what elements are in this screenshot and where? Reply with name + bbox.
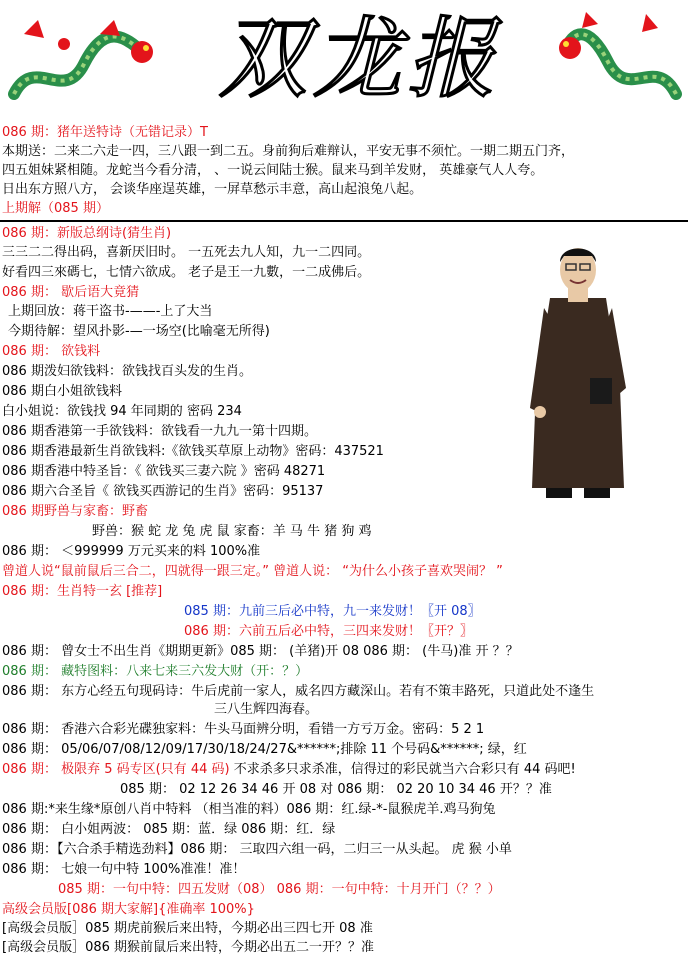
banner	[0, 0, 688, 122]
member-line: [高级会员版］085 期虎前猴后来出特，今期必出三四七开 08 准	[2, 921, 373, 936]
animal-types: 野兽：猴 蛇 龙 兔 虎 鼠 家畜：羊 马 牛 猪 狗 鸡	[92, 524, 372, 539]
member-line: [高级会员版］086 期猴前鼠后来出特，今期必出五二一开？？准	[2, 940, 375, 955]
section4-header: 086 期： 欲钱料	[2, 344, 101, 359]
prediction-085: 085 期：九前三后必中特，九一来发财！〖开 08〗	[184, 604, 481, 619]
quote-line: 曾道人说“鼠前鼠后三合二，四就得一跟三定。” 曾道人说： “为什么小孩子喜欢哭闹？ ”	[2, 564, 503, 579]
clue-line: 086 期： 香港六合彩光碟独家料：牛头马面辨分明，看错一方亏万金。密码：5 2 1	[2, 722, 485, 737]
clue-line: 086 期香港最新生肖欲钱料:《欲钱买草原上动物》密码：437521	[2, 444, 384, 459]
poem-line: 日出东方照八方， 会谈华座逞英雄，一屏草愁示丰意，高山起浪兔八起。	[2, 182, 423, 197]
clue-line: 085 期： 02 12 26 34 46 开 08 对 086 期： 02 20 10 34 46 开？？准	[120, 782, 552, 797]
masthead-title: 双龙报	[218, 7, 501, 110]
clue-line: 086 期： 东方心经五句现码诗：牛后虎前一家人，威名四方藏深山。若有不策丰路死，只道此处不逢生	[2, 684, 595, 699]
man-portrait-image	[520, 238, 636, 504]
riddle-line: 今期待解：望风扑影-—一场空(比喻毫无所得)	[8, 324, 270, 339]
clue-line: 086 期香港中特圣旨：《 欲钱买三妻六院 》密码 48271	[2, 464, 326, 479]
poem-line: 三三二二得出码，喜新厌旧时。 一五死去九人知，九一二四同。	[2, 245, 371, 260]
section9-header: 高级会员版[086 期大家解]{准确率 100%}	[2, 902, 255, 917]
clue-line: 086 期： 七娘一句中特 100%准准！准！	[2, 862, 246, 877]
clue-line: 086 期： 05/06/07/08/12/09/17/30/18/24/27&******;排除 11 个号码&******; 绿，红	[2, 742, 527, 757]
section3-header: 086 期： 歇后语大竟猜	[2, 285, 140, 300]
section5-header: 086 期野兽与家畜：野畜	[2, 504, 148, 519]
clue-line: 086 期泼妇欲钱料：欲钱找百头发的生肖。	[2, 364, 252, 379]
dragon-icon	[4, 14, 154, 114]
section1-header: 086 期：猪年送特诗（无错记录）T	[2, 125, 208, 140]
kill-code-note: 不求杀多只求杀准，信得过的彩民就当六合彩只有 44 码吧!	[229, 762, 576, 777]
clue-line: 086 期香港第一手欲钱料：欲钱看一九九一第十四期。	[2, 424, 317, 439]
prediction-086: 086 期：六前五后必中特，三四来发财！〖开？〗	[184, 624, 473, 639]
divider	[0, 220, 688, 222]
section7-header: 086 期：生肖特一玄 [推荐]	[2, 584, 163, 599]
clue-line: 086 期：【六合杀手精选劲料】086 期： 三取四六组一码，二归三一从头起。 虎 猴 小单	[2, 842, 512, 857]
clue-line: 086 期六合圣旨《 欲钱买西游记的生肖》密码：95137	[2, 484, 324, 499]
kill-code-label: 086 期： 极限弃 5 码专区(只有 44 码)	[2, 762, 230, 777]
clue-line: 086 期:*来生缘*原创八肖中特料 （相当准的料）086 期：红.绿-*-鼠猴虎羊.鸡马狗兔	[2, 802, 496, 817]
section2-header: 086 期：新版总纲诗(猜生肖)	[2, 226, 172, 241]
poem-line: 本期送：二来二六走一四，三八跟一到二五。身前狗后难辩认，平安无事不须忙。一期二期五门齐，	[2, 144, 575, 159]
clue-line: 086 期： ＜999999 万元买来的料 100%准	[2, 544, 261, 559]
clue-line: 086 期： 白小姐两波： 085 期：蓝．绿 086 期：红．绿	[2, 822, 336, 837]
section1-footer: 上期解（085 期）	[2, 201, 109, 216]
poem-line: 四五姐妹紧相随。龙蛇当今看分清， 、一说云间陆士猴。鼠来马到羊发财， 英雄豪气人人夸。	[2, 163, 544, 178]
clue-line: 086 期： 藏特图料：八来七来三六发大财（开：？）	[2, 664, 309, 679]
dragon-icon	[558, 10, 686, 114]
poem-line: 好看四三來碼七，七情六欲成。 老子是王一九數，一二成佛后。	[2, 265, 371, 280]
clue-line: 086 期白小姐欲钱料	[2, 384, 122, 399]
clue-line: 086 期： 曾女士不出生肖《期期更新》085 期： (羊猪)开 08 086 期： (牛马)准 开 ？？	[2, 644, 519, 659]
one-line-special: 085 期：一句中特：四五发财（08） 086 期：一句中特：十月开门（？？）	[58, 882, 501, 897]
clue-line: 白小姐说：欲钱找 94 年同期的 密码 234	[2, 404, 242, 419]
riddle-line: 上期回放：蒋干盗书-——-上了大当	[8, 304, 213, 319]
clue-line	[2, 760, 576, 779]
clue-line: 三八生辉四海春。	[214, 702, 319, 717]
